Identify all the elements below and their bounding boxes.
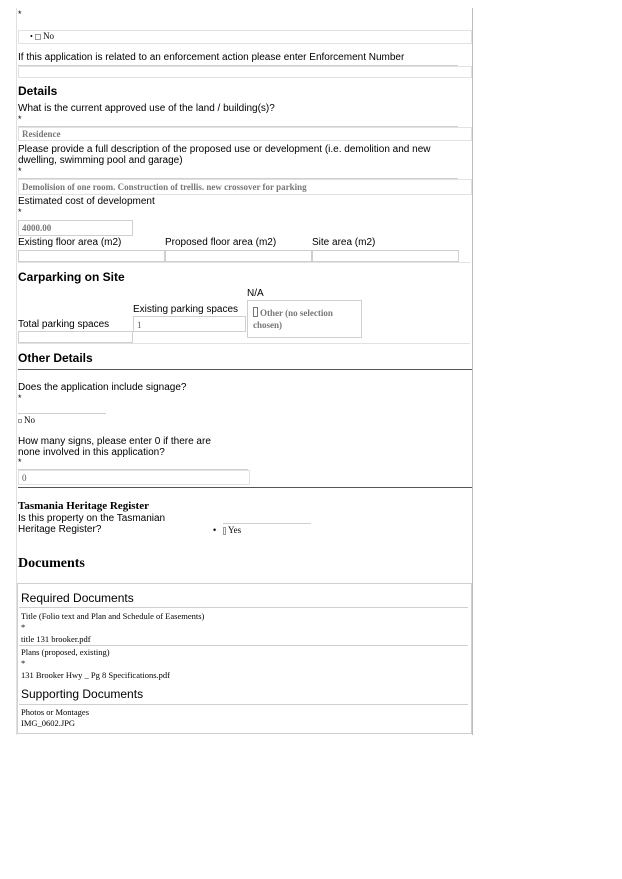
heritage-heading: Tasmania Heritage Register bbox=[18, 500, 149, 512]
proposed-floor-label: Proposed floor area (m2) bbox=[165, 237, 277, 248]
heritage-answer[interactable]: Yes bbox=[223, 525, 241, 535]
required-documents-heading: Required Documents bbox=[21, 591, 134, 605]
required-star: * bbox=[21, 622, 26, 632]
na-label: N/A bbox=[247, 288, 264, 299]
radio-option-no[interactable]: • No bbox=[30, 31, 55, 41]
required-star: * bbox=[18, 9, 22, 19]
heritage-question: Is this property on the Tasmanian Heritage Register? bbox=[18, 513, 166, 535]
existing-parking-input[interactable] bbox=[133, 316, 246, 332]
site-area-label: Site area (m2) bbox=[312, 237, 376, 248]
other-details-heading: Other Details bbox=[18, 351, 93, 365]
current-use-value: Residence bbox=[22, 129, 61, 139]
carparking-heading: Carparking on Site bbox=[18, 270, 125, 284]
required-star: * bbox=[18, 393, 22, 403]
signage-label: Does the application include signage? bbox=[18, 382, 187, 393]
cost-label: Estimated cost of development bbox=[18, 196, 155, 207]
required-star: * bbox=[18, 207, 22, 217]
documents-heading: Documents bbox=[18, 556, 85, 571]
required-star: * bbox=[18, 457, 22, 467]
supporting-documents-heading: Supporting Documents bbox=[21, 687, 144, 701]
signage-value[interactable]: No bbox=[18, 415, 35, 425]
signs-count-label: How many signs, please enter 0 if there are none involved in this application? bbox=[18, 436, 211, 458]
signs-count-value: 0 bbox=[22, 473, 27, 483]
existing-parking-label: Existing parking spaces bbox=[133, 304, 239, 315]
previous-radio-group bbox=[18, 30, 472, 44]
na-select-value: Other (no selection chosen) bbox=[253, 308, 333, 330]
plans-label: Plans (proposed, existing) bbox=[21, 647, 110, 657]
bullet: • bbox=[213, 525, 217, 535]
current-use-label: What is the current approved use of the land / building(s)? bbox=[18, 103, 275, 114]
existing-parking-value: 1 bbox=[137, 320, 142, 330]
current-use-input[interactable] bbox=[18, 127, 472, 141]
total-parking-label: Total parking spaces bbox=[18, 319, 110, 330]
existing-floor-label: Existing floor area (m2) bbox=[18, 237, 122, 248]
description-value: Demolision of one room. Construction of trellis. new crossover for parking bbox=[22, 182, 307, 192]
required-star: * bbox=[18, 166, 22, 176]
description-label: Please provide a full description of the proposed use or development (i.e. demolition and new dwelling, swimming pool and garage) bbox=[18, 144, 431, 166]
required-star: * bbox=[18, 114, 22, 124]
existing-floor-input[interactable] bbox=[18, 250, 165, 262]
title-doc-label: Title (Folio text and Plan and Schedule of Easements) bbox=[21, 611, 205, 621]
signs-count-input[interactable] bbox=[18, 470, 250, 485]
radio-icon[interactable] bbox=[35, 34, 41, 40]
enforcement-label: If this application is related to an enforcement action please enter Enforcement Number bbox=[18, 52, 405, 63]
enforcement-number-input[interactable] bbox=[18, 66, 472, 78]
radio-icon[interactable] bbox=[223, 527, 226, 535]
site-area-input[interactable] bbox=[312, 250, 459, 262]
total-parking-input[interactable] bbox=[18, 331, 133, 343]
cost-value: 4000.00 bbox=[22, 223, 52, 233]
checkbox-icon bbox=[253, 307, 258, 317]
required-star: * bbox=[21, 658, 26, 668]
photos-file[interactable]: IMG_0602.JPG bbox=[21, 718, 76, 728]
title-doc-file[interactable]: title 131 brooker.pdf bbox=[21, 634, 91, 644]
proposed-floor-input[interactable] bbox=[165, 250, 312, 262]
radio-icon[interactable] bbox=[18, 419, 22, 423]
details-heading: Details bbox=[18, 84, 58, 98]
page-border-right bbox=[472, 8, 473, 735]
photos-label: Photos or Montages bbox=[21, 707, 89, 717]
plans-file[interactable]: 131 Brooker Hwy _ Pg 8 Specifications.pdf bbox=[21, 670, 170, 680]
